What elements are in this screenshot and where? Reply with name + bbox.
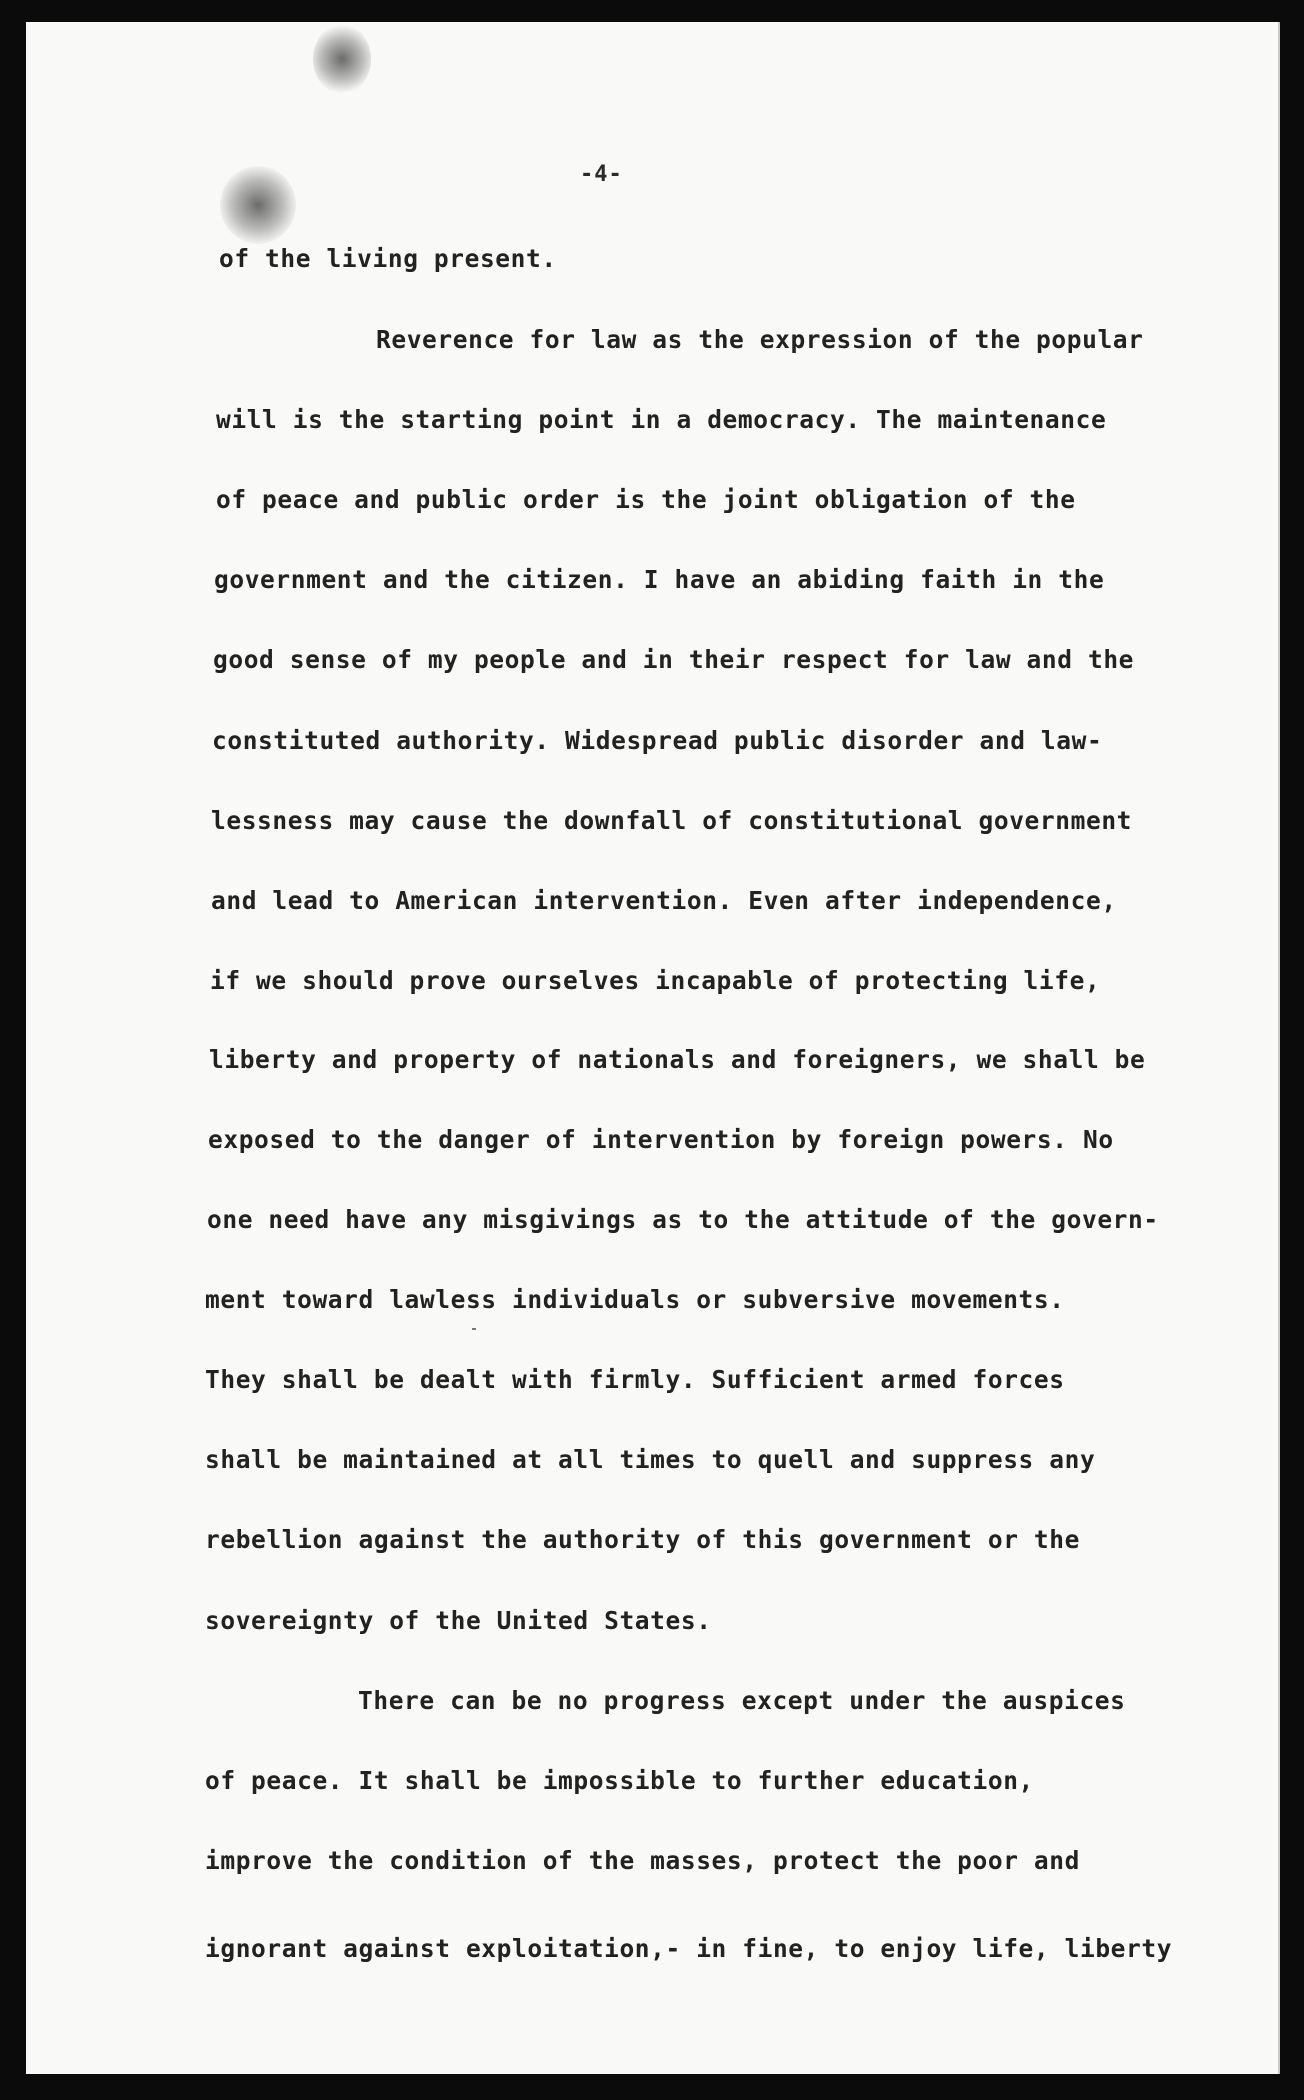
- text-line: of peace. It shall be impossible to further education,: [205, 1766, 1034, 1795]
- text-line: They shall be dealt with firmly. Sufficient armed forces: [205, 1365, 1065, 1394]
- text-line: exposed to the danger of intervention by foreign powers. No: [208, 1125, 1114, 1154]
- text-line: of the living present.: [219, 244, 557, 273]
- text-line: government and the citizen. I have an abiding faith in the: [214, 565, 1105, 594]
- text-line: Reverence for law as the expression of the popular: [376, 325, 1144, 354]
- text-line: will is the starting point in a democracy. The maintenance: [216, 405, 1107, 434]
- text-line: and lead to American intervention. Even after independence,: [211, 886, 1117, 915]
- text-line: liberty and property of nationals and foreigners, we shall be: [209, 1045, 1146, 1074]
- text-line: ment toward lawless individuals or subversive movements.: [205, 1285, 1065, 1314]
- ink-smudge: [220, 166, 296, 244]
- text-line: sovereignty of the United States.: [205, 1606, 712, 1635]
- text-line: There can be no progress except under the auspices: [358, 1686, 1126, 1715]
- text-line: of peace and public order is the joint obligation of the: [216, 485, 1076, 514]
- text-line: good sense of my people and in their respect for law and the: [213, 645, 1135, 674]
- text-line: improve the condition of the masses, protect the poor and: [205, 1846, 1080, 1875]
- stray-mark: [472, 1328, 476, 1330]
- text-line: if we should prove ourselves incapable of protecting life,: [210, 966, 1101, 995]
- text-line: one need have any misgivings as to the attitude of the govern-: [207, 1205, 1159, 1234]
- ink-smudge: [313, 24, 371, 94]
- text-line: shall be maintained at all times to quell and suppress any: [205, 1445, 1096, 1474]
- text-line: constituted authority. Widespread public disorder and law-: [212, 726, 1103, 755]
- text-line: lessness may cause the downfall of constitutional government: [211, 806, 1133, 835]
- text-line: rebellion against the authority of this government or the: [205, 1525, 1080, 1554]
- page-number: -4-: [580, 162, 623, 187]
- text-line: ignorant against exploitation,- in fine, to enjoy life, liberty: [205, 1934, 1173, 1963]
